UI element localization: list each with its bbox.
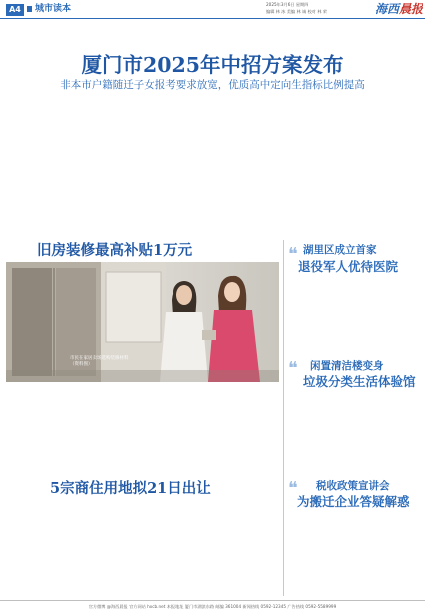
- main-headline: 厦门市2025年中招方案发布: [81, 53, 344, 77]
- garbage-column-2: [356, 394, 419, 474]
- quote-ornament-icon: ❝: [288, 244, 298, 265]
- column-divider: [283, 240, 284, 596]
- page-number: A4: [6, 4, 24, 16]
- staff-credits: 编辑 林 冰 美编 林 诚 校对 林 荣: [266, 9, 327, 14]
- lead-column-5: [266, 102, 336, 230]
- lead-column-4: [201, 102, 261, 230]
- veterans-kicker: 湖里区成立首家: [303, 244, 377, 256]
- header-info: [266, 1, 372, 15]
- masthead-logo: [375, 1, 423, 17]
- land-column-3: [147, 502, 213, 596]
- masthead-right: 晨报: [399, 2, 423, 16]
- page-footer: [0, 600, 425, 611]
- garbage-kicker: 闲置清洁楼变身: [310, 360, 384, 372]
- renovation-column-2: [76, 386, 142, 475]
- renovation-photo: [6, 262, 279, 382]
- land-column-1: [6, 502, 71, 596]
- garbage-headline: 垃圾分类生活体验馆: [303, 374, 416, 389]
- masthead-left: 海西: [375, 2, 400, 16]
- issue-date: 2025年3月6日 星期四: [266, 2, 309, 7]
- lead-column-6: [341, 102, 419, 230]
- renovation-column-1: [6, 386, 71, 475]
- veterans-headline: 退役军人优待医院: [298, 259, 399, 274]
- veterans-column-1: [288, 279, 351, 356]
- garbage-column-1: [288, 394, 351, 474]
- renovation-column-4: [218, 386, 279, 475]
- photo-caption: 市民在家居卖场选购装修材料（资料图）: [70, 356, 129, 367]
- land-headline: 5宗商住用地拟21日出让: [50, 480, 211, 497]
- land-column-2: [76, 502, 142, 596]
- lead-column-3: [136, 102, 196, 230]
- footer-text: 官方微博 @海西晨报 官方网站 hxcb.net 本报地址 厦门市湖滨东路 邮编 361004 新闻热线 0592-12345 广告热线 0592-5589999: [88, 604, 337, 609]
- quote-ornament-icon: ❝: [288, 478, 298, 499]
- lead-column-1: [6, 102, 66, 230]
- tax-headline: 为搬迁企业答疑解惑: [297, 494, 410, 509]
- tax-kicker: 税收政策宣讲会: [316, 480, 390, 492]
- renovation-column-3: [147, 386, 213, 475]
- main-subheadline: 非本市户籍随迁子女报考要求放宽，优质高中定向生指标比例提高: [60, 79, 365, 91]
- page-header: [0, 0, 425, 19]
- tax-column-1: [288, 513, 351, 596]
- tax-column-2: [356, 513, 419, 596]
- veterans-column-2: [356, 279, 419, 356]
- lead-column-2: [71, 102, 131, 230]
- land-column-4: [218, 502, 279, 596]
- quote-ornament-icon: ❝: [288, 358, 298, 379]
- showroom-image: [6, 262, 279, 382]
- section-name: 城市读本: [35, 4, 72, 14]
- section-marker-icon: [27, 6, 32, 12]
- renovation-headline: 旧房装修最高补贴1万元: [37, 242, 193, 259]
